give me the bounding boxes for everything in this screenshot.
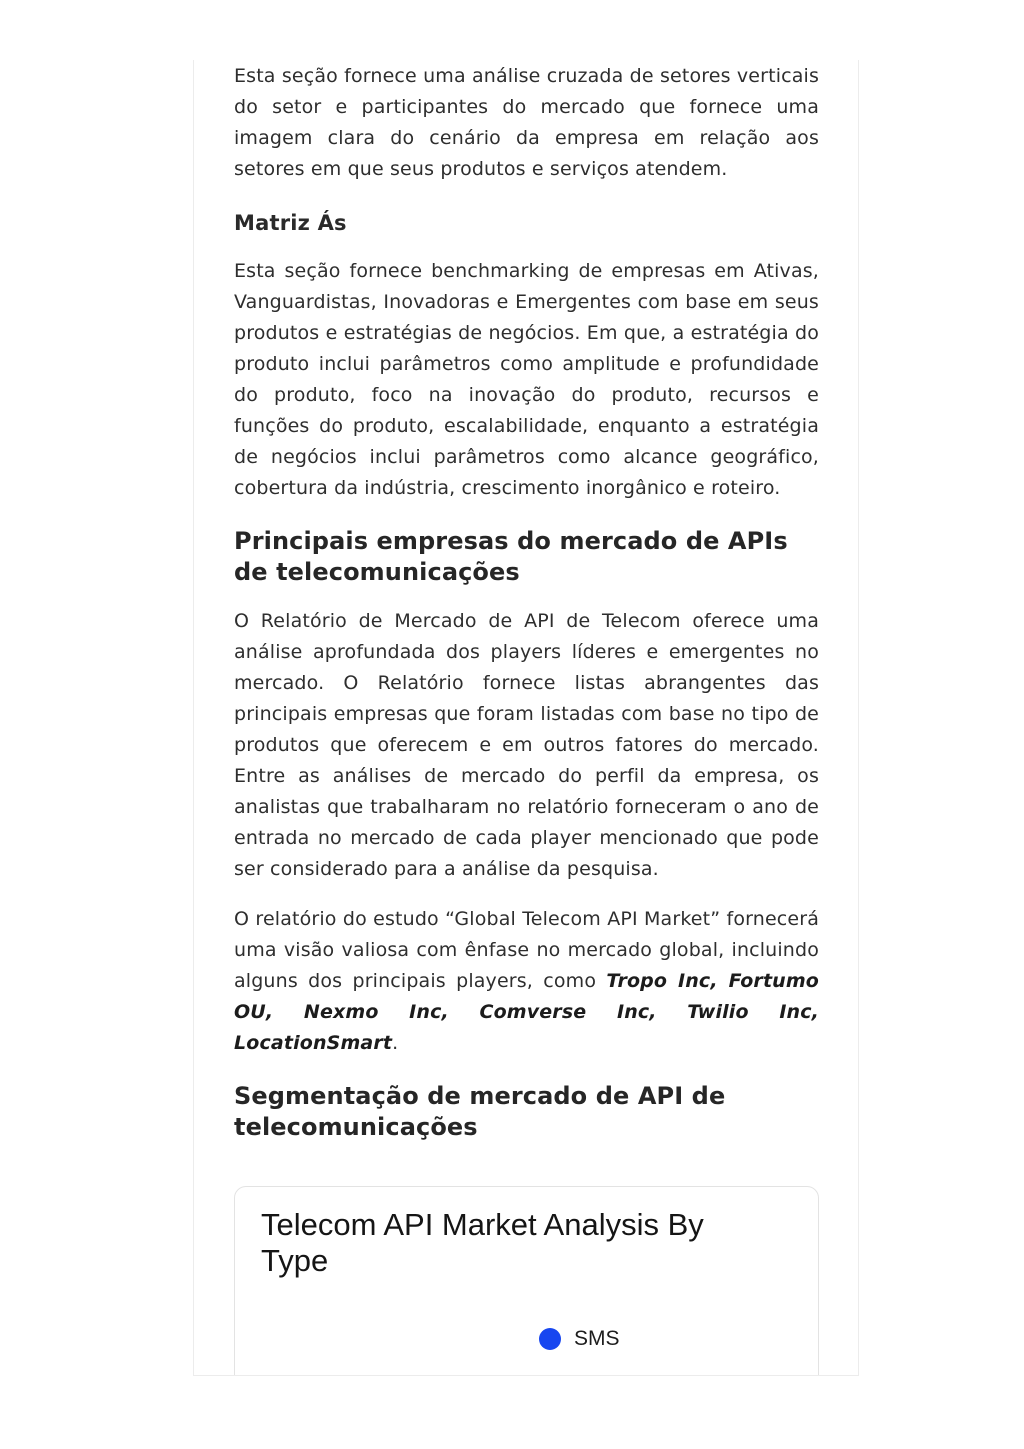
legend-swatch-sms (539, 1328, 561, 1350)
top-companies-paragraph: O Relatório de Mercado de API de Telecom oferece uma análise aprofundada dos players líderes e emergentes no mercado. O Relatório fornece listas abrangentes das principais empresas que foram listadas com base no tipo de produtos que oferecem e em outros fatores do mercado. Entre as análises de mercado do perfil da empresa, os analistas que trabalharam no relatório forneceram o ano de entrada no mercado de cada player mencionado que pode ser considerado para a análise da pesquisa. (234, 610, 819, 880)
legend-label-sms: SMS (574, 1327, 620, 1350)
players-paragraph-prefix: O relatório do estudo “Global Telecom API Market” fornecerá uma visão valiosa com ênfase no mercado global, incluindo alguns dos principais players, como (234, 908, 819, 992)
players-paragraph (234, 904, 819, 1059)
ace-matrix-paragraph: Esta seção fornece benchmarking de empresas em Ativas, Vanguardistas, Inovadoras e Emergentes com base em seus produtos e estratégias de negócios. Em que, a estratégia do produto inclui parâmetros como amplitude e profundidade do produto, foco na inovação do produto, recursos e funções do produto, escalabilidade, enquanto a estratégia de negócios inclui parâmetros como alcance geográfico, cobertura da indústria, crescimento inorgânico e roteiro. (234, 260, 819, 499)
article-page (193, 60, 859, 1376)
players-paragraph-suffix: . (392, 1032, 399, 1054)
segmentation-heading: Segmentação de mercado de API de telecomunicações (234, 1082, 726, 1141)
article-content (234, 60, 819, 1143)
chart-title: Telecom API Market Analysis By Type (261, 1207, 704, 1278)
ace-matrix-heading: Matriz Ás (234, 211, 347, 235)
chart-card (234, 1186, 819, 1376)
intro-paragraph: Esta seção fornece uma análise cruzada de setores verticais do setor e participantes do mercado que fornece uma imagem clara do cenário da empresa em relação aos setores em que seus produtos e serviços atendem. (234, 65, 819, 180)
chart-legend (539, 1327, 620, 1351)
key-players-list: Tropo Inc, Fortumo OU, Nexmo Inc, Comverse Inc, Twilio Inc, LocationSmart (234, 970, 820, 1054)
top-companies-heading: Principais empresas do mercado de APIs de telecomunicações (234, 527, 788, 586)
